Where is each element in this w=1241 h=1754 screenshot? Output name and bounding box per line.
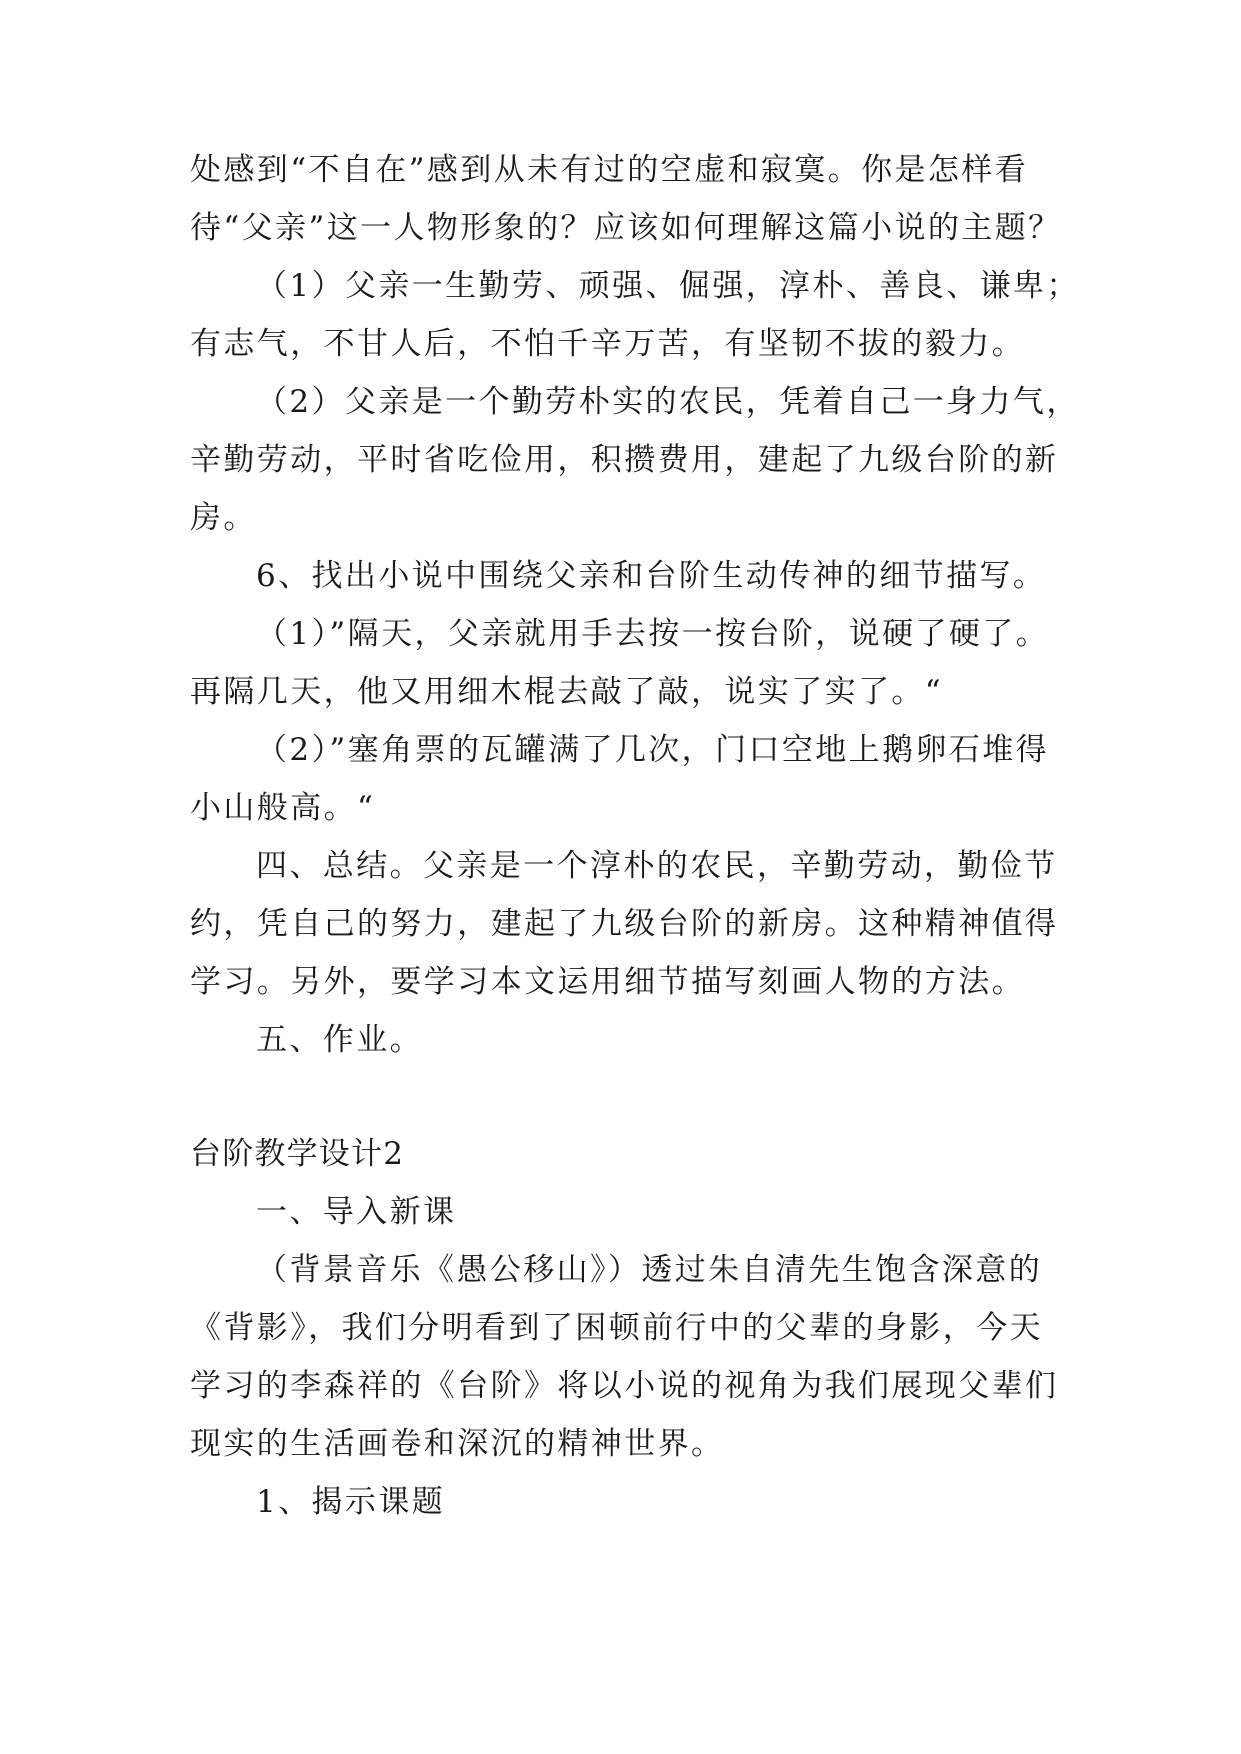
text-line: 五、作业。 [256,1022,423,1058]
text-line: （背景音乐《愚公移山》）透过朱自清先生饱含深意的 [256,1252,1043,1288]
text-line: （2）父亲是一个勤劳朴实的农民，凭着自己一身力气， [256,384,1080,420]
section-title: 台阶教学设计2 [190,1136,405,1172]
text-line: 学习的李森祥的《台阶》将以小说的视角为我们展现父辈们 [190,1368,1059,1404]
text-line: 6、找出小说中围绕父亲和台阶生动传神的细节描写。 [256,558,1047,594]
text-line: 现实的生活画卷和深沉的精神世界。 [190,1426,725,1462]
text-line: 学习。另外，要学习本文运用细节描写刻画人物的方法。 [190,964,1025,1000]
text-line: 《背影》，我们分明看到了困顿前行中的父辈的身影，今天 [190,1310,1043,1346]
text-line: （2）”塞角票的瓦罐满了几次，门口空地上鹅卵石堆得 [256,732,1050,768]
text-line: 处感到“不自在”感到从未有过的空虚和寂寞。你是怎样看 [190,152,1029,188]
text-line: 待“父亲”这一人物形象的？应该如何理解这篇小说的主题？ [190,210,1062,246]
text-line: 约，凭自己的努力，建起了九级台阶的新房。这种精神值得 [190,906,1059,942]
text-line: （1）”隔天，父亲就用手去按一按台阶，说硬了硬了。 [256,616,1050,652]
text-line: 四、总结。父亲是一个淳朴的农民，辛勤劳动，勤俭节 [256,848,1058,884]
text-line: 再隔几天，他又用细木棍去敲了敲，说实了实了。“ [190,674,944,710]
text-line: 房。 [190,500,257,536]
text-line: 一、导入新课 [256,1194,457,1230]
text-line: 1、揭示课题 [256,1484,446,1520]
text-line: （1）父亲一生勤劳、顽强、倔强，淳朴、善良、谦卑； [256,268,1080,304]
text-line: 有志气，不甘人后，不怕千辛万苦，有坚韧不拔的毅力。 [190,326,1025,362]
text-line: 小山般高。“ [190,790,376,826]
text-line: 辛勤劳动，平时省吃俭用，积攒费用，建起了九级台阶的新 [190,442,1059,478]
